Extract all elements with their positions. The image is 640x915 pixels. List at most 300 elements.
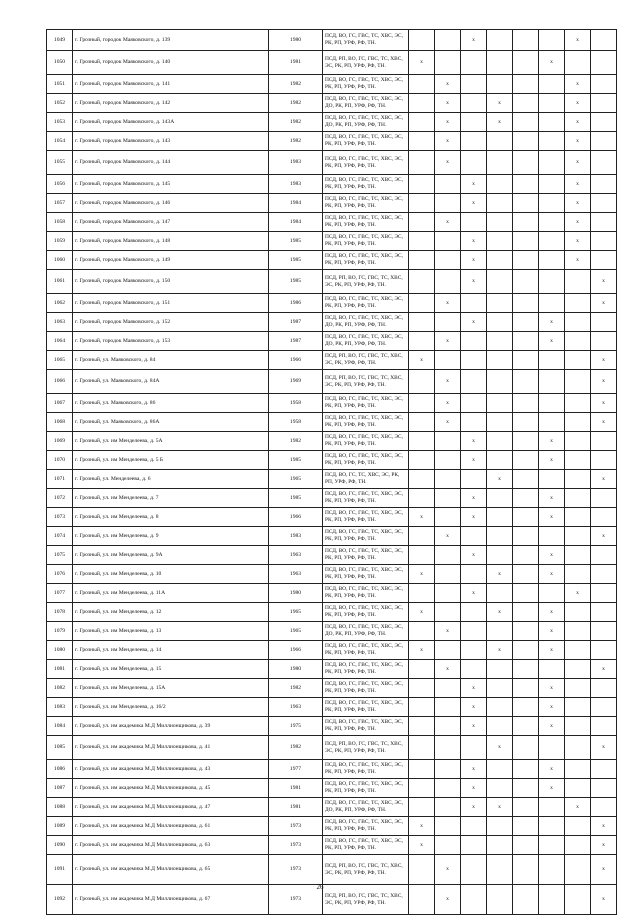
mark-cell: х	[487, 113, 513, 132]
year-cell: 1982	[269, 679, 323, 698]
mark-cell	[591, 251, 617, 270]
mark-cell	[539, 213, 565, 232]
mark-cell	[513, 30, 539, 51]
works-list-cell: ПСД, ВО, ГС, ГВС, ТС, ХВС, ЭС, ДО, РК, РП, УРФ, РФ, ТН.	[323, 622, 409, 641]
mark-cell: х	[409, 603, 435, 622]
mark-cell	[487, 194, 513, 213]
mark-cell	[513, 489, 539, 508]
mark-cell: х	[539, 679, 565, 698]
mark-cell: х	[461, 779, 487, 798]
year-cell: 1980	[269, 30, 323, 51]
mark-cell	[435, 836, 461, 855]
mark-cell	[565, 270, 591, 294]
row-number: 1067	[47, 394, 73, 413]
year-cell: 1980	[269, 584, 323, 603]
row-number: 1081	[47, 660, 73, 679]
mark-cell	[591, 232, 617, 251]
address-cell: г. Грозный, городок Маяковского, д. 151	[73, 294, 269, 313]
mark-cell	[435, 51, 461, 75]
mark-cell: х	[539, 698, 565, 717]
table-row	[47, 798, 617, 817]
year-cell: 1966	[269, 508, 323, 527]
mark-cell	[591, 584, 617, 603]
mark-cell	[591, 75, 617, 94]
mark-cell	[539, 798, 565, 817]
year-cell: 1985	[269, 232, 323, 251]
mark-cell	[487, 175, 513, 194]
mark-cell: х	[591, 470, 617, 489]
address-cell: г. Грозный, ул. им Менделеева, д. 12	[73, 603, 269, 622]
row-number: 1085	[47, 736, 73, 760]
mark-cell	[565, 332, 591, 351]
mark-cell	[591, 51, 617, 75]
mark-cell	[565, 370, 591, 394]
table-row	[47, 394, 617, 413]
table-row	[47, 332, 617, 351]
mark-cell	[461, 151, 487, 175]
mark-cell	[565, 489, 591, 508]
mark-cell	[539, 113, 565, 132]
mark-cell	[487, 760, 513, 779]
mark-cell	[565, 855, 591, 885]
works-list-cell: ПСД, ВО, ГС, ГВС, ТС, ХВС, ЭС, РК, РП, УРФ, РФ, ТН.	[323, 527, 409, 546]
mark-cell	[409, 679, 435, 698]
mark-cell	[409, 232, 435, 251]
year-cell: 1980	[269, 660, 323, 679]
mark-cell	[409, 94, 435, 113]
address-cell: г. Грозный, городок Маяковского, д. 152	[73, 313, 269, 332]
mark-cell	[513, 94, 539, 113]
year-cell: 1984	[269, 213, 323, 232]
mark-cell	[409, 760, 435, 779]
mark-cell	[565, 432, 591, 451]
address-cell: г. Грозный, ул. им Менделеева, д. 16/2	[73, 698, 269, 717]
works-list-cell: ПСД, ВО, ГС, ГВС, ТС, ХВС, ЭС, РК, РП, УРФ, РФ, ТН.	[323, 836, 409, 855]
mark-cell: х	[565, 798, 591, 817]
mark-cell	[409, 717, 435, 736]
mark-cell	[435, 508, 461, 527]
row-number: 1064	[47, 332, 73, 351]
mark-cell	[513, 660, 539, 679]
year-cell: 1973	[269, 836, 323, 855]
row-number: 1068	[47, 413, 73, 432]
mark-cell	[539, 30, 565, 51]
address-cell: г. Грозный, городок Маяковского, д. 153	[73, 332, 269, 351]
mark-cell	[565, 413, 591, 432]
mark-cell	[513, 817, 539, 836]
mark-cell	[461, 836, 487, 855]
mark-cell: х	[461, 798, 487, 817]
mark-cell	[591, 798, 617, 817]
row-number: 1056	[47, 175, 73, 194]
row-number: 1071	[47, 470, 73, 489]
address-cell: г. Грозный, ул. им Менделеева, д. 9А	[73, 546, 269, 565]
mark-cell	[565, 565, 591, 584]
mark-cell	[461, 736, 487, 760]
table-row	[47, 113, 617, 132]
mark-cell	[487, 394, 513, 413]
table-row	[47, 584, 617, 603]
works-list-cell: ПСД, ВО, ГС, ГВС, ТС, ХВС, ЭС, РК, РП, УРФ, РФ, ТН.	[323, 717, 409, 736]
mark-cell	[487, 451, 513, 470]
mark-cell	[513, 232, 539, 251]
mark-cell: х	[591, 270, 617, 294]
mark-cell: х	[435, 413, 461, 432]
mark-cell	[513, 432, 539, 451]
mark-cell	[591, 641, 617, 660]
mark-cell: х	[565, 113, 591, 132]
row-number: 1080	[47, 641, 73, 660]
mark-cell: х	[409, 351, 435, 370]
mark-cell	[435, 603, 461, 622]
mark-cell	[539, 736, 565, 760]
mark-cell	[409, 270, 435, 294]
mark-cell: х	[591, 370, 617, 394]
mark-cell: х	[565, 175, 591, 194]
mark-cell	[591, 508, 617, 527]
mark-cell: х	[565, 213, 591, 232]
mark-cell	[461, 413, 487, 432]
mark-cell	[409, 413, 435, 432]
mark-cell	[435, 470, 461, 489]
mark-cell: х	[539, 760, 565, 779]
mark-cell: х	[565, 132, 591, 151]
mark-cell: х	[539, 51, 565, 75]
table-row	[47, 270, 617, 294]
mark-cell: х	[435, 332, 461, 351]
mark-cell	[513, 251, 539, 270]
row-number: 1055	[47, 151, 73, 175]
mark-cell	[539, 660, 565, 679]
works-list-cell: ПСД, РП, ВО, ГС, ГВС, ТС, ХВС, ЭС, РК, РП, УРФ, РФ, ТН.	[323, 855, 409, 885]
mark-cell	[539, 132, 565, 151]
table-row	[47, 30, 617, 51]
works-list-cell: ПСД, ВО, ГС, ГВС, ТС, ХВС, ЭС, РК, РП, УРФ, РФ, ТН.	[323, 413, 409, 432]
year-cell: 1982	[269, 432, 323, 451]
works-list-cell: ПСД, ВО, ГС, ГВС, ТС, ХВС, ЭС, РК, РП, УРФ, РФ, ТН.	[323, 565, 409, 584]
year-cell: 1985	[269, 270, 323, 294]
address-cell: г. Грозный, ул. им Менделеева, д. 10	[73, 565, 269, 584]
year-cell: 1965	[269, 603, 323, 622]
year-cell: 1977	[269, 760, 323, 779]
works-list-cell: ПСД, ВО, ГС, ГВС, ТС, ХВС, ЭС, ДО, РК, РП, УРФ, РФ, ТН.	[323, 313, 409, 332]
mark-cell	[409, 313, 435, 332]
works-list-cell: ПСД, ВО, ГС, ГВС, ТС, ХВС, ЭС, РК, РП, УРФ, РФ, ТН.	[323, 817, 409, 836]
mark-cell: х	[539, 565, 565, 584]
mark-cell	[487, 489, 513, 508]
mark-cell	[539, 294, 565, 313]
row-number: 1060	[47, 251, 73, 270]
year-cell: 1958	[269, 413, 323, 432]
mark-cell: х	[435, 855, 461, 885]
works-list-cell: ПСД, РП, ВО, ГС, ГВС, ТС, ХВС, ЭС, РК, РП, УРФ, РФ, ТН.	[323, 270, 409, 294]
mark-cell	[487, 836, 513, 855]
mark-cell	[565, 736, 591, 760]
year-cell: 1958	[269, 394, 323, 413]
row-number: 1051	[47, 75, 73, 94]
address-cell: г. Грозный, городок Маяковского, д. 149	[73, 251, 269, 270]
mark-cell	[591, 603, 617, 622]
mark-cell	[565, 508, 591, 527]
mark-cell	[591, 432, 617, 451]
mark-cell	[565, 394, 591, 413]
row-number: 1082	[47, 679, 73, 698]
mark-cell	[461, 332, 487, 351]
mark-cell: х	[565, 251, 591, 270]
row-number: 1084	[47, 717, 73, 736]
table-row	[47, 151, 617, 175]
address-cell: г. Грозный, ул. Маяковского, д. 86	[73, 394, 269, 413]
table-row	[47, 313, 617, 332]
mark-cell: х	[461, 232, 487, 251]
mark-cell: х	[461, 546, 487, 565]
mark-cell	[461, 641, 487, 660]
mark-cell	[487, 622, 513, 641]
mark-cell	[409, 546, 435, 565]
mark-cell: х	[539, 313, 565, 332]
mark-cell	[461, 51, 487, 75]
mark-cell	[513, 760, 539, 779]
mark-cell: х	[487, 94, 513, 113]
year-cell: 1982	[269, 75, 323, 94]
mark-cell	[461, 75, 487, 94]
mark-cell	[409, 736, 435, 760]
works-list-cell: ПСД, ВО, ГС, ГВС, ТС, ХВС, ЭС, РК, РП, УРФ, РФ, ТН.	[323, 75, 409, 94]
mark-cell	[435, 779, 461, 798]
mark-cell: х	[409, 51, 435, 75]
mark-cell	[591, 332, 617, 351]
mark-cell	[461, 470, 487, 489]
mark-cell	[487, 351, 513, 370]
year-cell: 1973	[269, 885, 323, 915]
mark-cell	[435, 798, 461, 817]
works-list-cell: ПСД, ВО, ГС, ГВС, ТС, ХВС, ЭС, РК, РП, УРФ, РФ, ТН.	[323, 779, 409, 798]
mark-cell	[513, 622, 539, 641]
row-number: 1073	[47, 508, 73, 527]
mark-cell	[487, 779, 513, 798]
mark-cell	[435, 584, 461, 603]
mark-cell: х	[435, 885, 461, 915]
year-cell: 1986	[269, 294, 323, 313]
mark-cell: х	[435, 132, 461, 151]
mark-cell: х	[461, 508, 487, 527]
mark-cell	[461, 94, 487, 113]
year-cell: 1965	[269, 470, 323, 489]
mark-cell	[409, 798, 435, 817]
mark-cell	[461, 527, 487, 546]
mark-cell	[435, 351, 461, 370]
mark-cell: х	[539, 546, 565, 565]
year-cell: 1982	[269, 132, 323, 151]
mark-cell	[591, 94, 617, 113]
mark-cell: х	[539, 779, 565, 798]
table-row	[47, 717, 617, 736]
mark-cell: х	[409, 817, 435, 836]
mark-cell	[591, 213, 617, 232]
address-cell: г. Грозный, ул. им академика М.Д Миллионщикова, д. 67	[73, 885, 269, 915]
mark-cell	[435, 175, 461, 194]
page-number: 26	[316, 883, 324, 891]
works-list-cell: ПСД, ВО, ГС, ГВС, ТС, ХВС, ЭС, РК, РП, УРФ, РФ, ТН.	[323, 451, 409, 470]
row-number: 1090	[47, 836, 73, 855]
year-cell: 1963	[269, 565, 323, 584]
table-row	[47, 232, 617, 251]
mark-cell	[565, 51, 591, 75]
year-cell: 1963	[269, 546, 323, 565]
mark-cell	[461, 132, 487, 151]
mark-cell	[435, 313, 461, 332]
address-cell: г. Грозный, городок Маяковского, д. 143	[73, 132, 269, 151]
mark-cell	[513, 313, 539, 332]
mark-cell	[539, 151, 565, 175]
row-number: 1053	[47, 113, 73, 132]
works-list-cell: ПСД, ВО, ГС, ГВС, ТС, ХВС, ЭС, РК, РП, УРФ, РФ, ТН.	[323, 603, 409, 622]
mark-cell: х	[539, 603, 565, 622]
table-row	[47, 370, 617, 394]
mark-cell	[487, 213, 513, 232]
mark-cell	[461, 855, 487, 885]
address-cell: г. Грозный, ул. Маяковского, д. 86А	[73, 413, 269, 432]
mark-cell	[435, 270, 461, 294]
mark-cell: х	[461, 698, 487, 717]
mark-cell	[591, 313, 617, 332]
mark-cell	[591, 175, 617, 194]
mark-cell	[409, 332, 435, 351]
year-cell: 1963	[269, 698, 323, 717]
mark-cell	[487, 413, 513, 432]
mark-cell: х	[461, 679, 487, 698]
year-cell: 1975	[269, 717, 323, 736]
row-number: 1069	[47, 432, 73, 451]
row-number: 1079	[47, 622, 73, 641]
address-cell: г. Грозный, ул. им академика М.Д Миллионщикова, д. 47	[73, 798, 269, 817]
mark-cell	[409, 489, 435, 508]
mark-cell	[435, 817, 461, 836]
mark-cell: х	[591, 413, 617, 432]
mark-cell	[409, 698, 435, 717]
year-cell: 1983	[269, 527, 323, 546]
mark-cell	[461, 603, 487, 622]
mark-cell: х	[591, 817, 617, 836]
mark-cell	[461, 660, 487, 679]
mark-cell	[513, 546, 539, 565]
mark-cell	[513, 508, 539, 527]
mark-cell	[409, 527, 435, 546]
row-number: 1088	[47, 798, 73, 817]
year-cell: 1985	[269, 251, 323, 270]
table-row	[47, 351, 617, 370]
mark-cell	[487, 817, 513, 836]
mark-cell: х	[591, 855, 617, 885]
mark-cell	[513, 151, 539, 175]
mark-cell	[487, 232, 513, 251]
mark-cell	[539, 855, 565, 885]
mark-cell	[513, 370, 539, 394]
address-cell: г. Грозный, городок Маяковского, д. 146	[73, 194, 269, 213]
mark-cell	[409, 213, 435, 232]
address-cell: г. Грозный, городок Маяковского, д. 142	[73, 94, 269, 113]
year-cell: 1987	[269, 332, 323, 351]
table-row	[47, 546, 617, 565]
address-cell: г. Грозный, ул. им Менделеева, д. 7	[73, 489, 269, 508]
mark-cell: х	[461, 194, 487, 213]
table-row	[47, 779, 617, 798]
mark-cell: х	[487, 798, 513, 817]
mark-cell	[487, 855, 513, 885]
mark-cell: х	[435, 370, 461, 394]
mark-cell	[513, 351, 539, 370]
mark-cell: х	[539, 641, 565, 660]
address-cell: г. Грозный, ул. им Менделеева, д. 5 Б	[73, 451, 269, 470]
mark-cell	[539, 94, 565, 113]
mark-cell	[409, 113, 435, 132]
mark-cell	[513, 51, 539, 75]
works-list-cell: ПСД, ВО, ГС, ГВС, ТС, ХВС, ЭС, РК, РП, УРФ, РФ, ТН.	[323, 132, 409, 151]
mark-cell: х	[461, 251, 487, 270]
works-list-cell: ПСД, ВО, ГС, ГВС, ТС, ХВС, ЭС, РК, РП, УРФ, РФ, ТН.	[323, 641, 409, 660]
table-row	[47, 294, 617, 313]
mark-cell	[461, 351, 487, 370]
works-list-cell: ПСД, РП, ВО, ГС, ГВС, ТС, ХВС, ЭС, РК, УРФ, РФ, ТН.	[323, 351, 409, 370]
mark-cell	[539, 194, 565, 213]
address-cell: г. Грозный, городок Маяковского, д. 140	[73, 51, 269, 75]
mark-cell	[435, 717, 461, 736]
mark-cell	[513, 294, 539, 313]
mark-cell: х	[435, 622, 461, 641]
mark-cell	[461, 394, 487, 413]
row-number: 1074	[47, 527, 73, 546]
table-row	[47, 451, 617, 470]
table-row	[47, 489, 617, 508]
mark-cell	[435, 565, 461, 584]
mark-cell	[487, 30, 513, 51]
mark-cell: х	[591, 836, 617, 855]
mark-cell	[435, 251, 461, 270]
address-cell: г. Грозный, ул. Маяковского, д. 84	[73, 351, 269, 370]
mark-cell: х	[591, 294, 617, 313]
mark-cell	[539, 270, 565, 294]
row-number: 1086	[47, 760, 73, 779]
mark-cell	[565, 817, 591, 836]
table-row	[47, 508, 617, 527]
mark-cell	[513, 565, 539, 584]
mark-cell: х	[461, 432, 487, 451]
mark-cell	[487, 660, 513, 679]
mark-cell: х	[539, 332, 565, 351]
works-list-cell: ПСД, ВО, ГС, ГВС, ТС, ХВС, ЭС, РК, РП, УРФ, РФ, ТН.	[323, 151, 409, 175]
year-cell: 1984	[269, 194, 323, 213]
year-cell: 1981	[269, 798, 323, 817]
address-cell: г. Грозный, городок Маяковского, д. 143А	[73, 113, 269, 132]
mark-cell	[565, 622, 591, 641]
mark-cell: х	[461, 270, 487, 294]
mark-cell	[487, 584, 513, 603]
mark-cell	[409, 175, 435, 194]
mark-cell	[435, 30, 461, 51]
address-cell: г. Грозный, ул. им Менделеева, д. 11А	[73, 584, 269, 603]
mark-cell	[435, 698, 461, 717]
mark-cell: х	[591, 394, 617, 413]
row-number: 1075	[47, 546, 73, 565]
mark-cell	[409, 370, 435, 394]
mark-cell: х	[539, 508, 565, 527]
mark-cell: х	[435, 151, 461, 175]
address-cell: г. Грозный, городок Маяковского, д. 139	[73, 30, 269, 51]
mark-cell	[461, 817, 487, 836]
works-list-cell: ПСД, ВО, ГС, ГВС, ТС, ХВС, ЭС, РК, РП, УРФ, РФ, ТН.	[323, 213, 409, 232]
works-list-cell: ПСД, РП, ВО, ГС, ГВС, ТС, ХВС, ЭС, РК, РП, УРФ, РФ, ТН.	[323, 885, 409, 915]
mark-cell	[435, 679, 461, 698]
